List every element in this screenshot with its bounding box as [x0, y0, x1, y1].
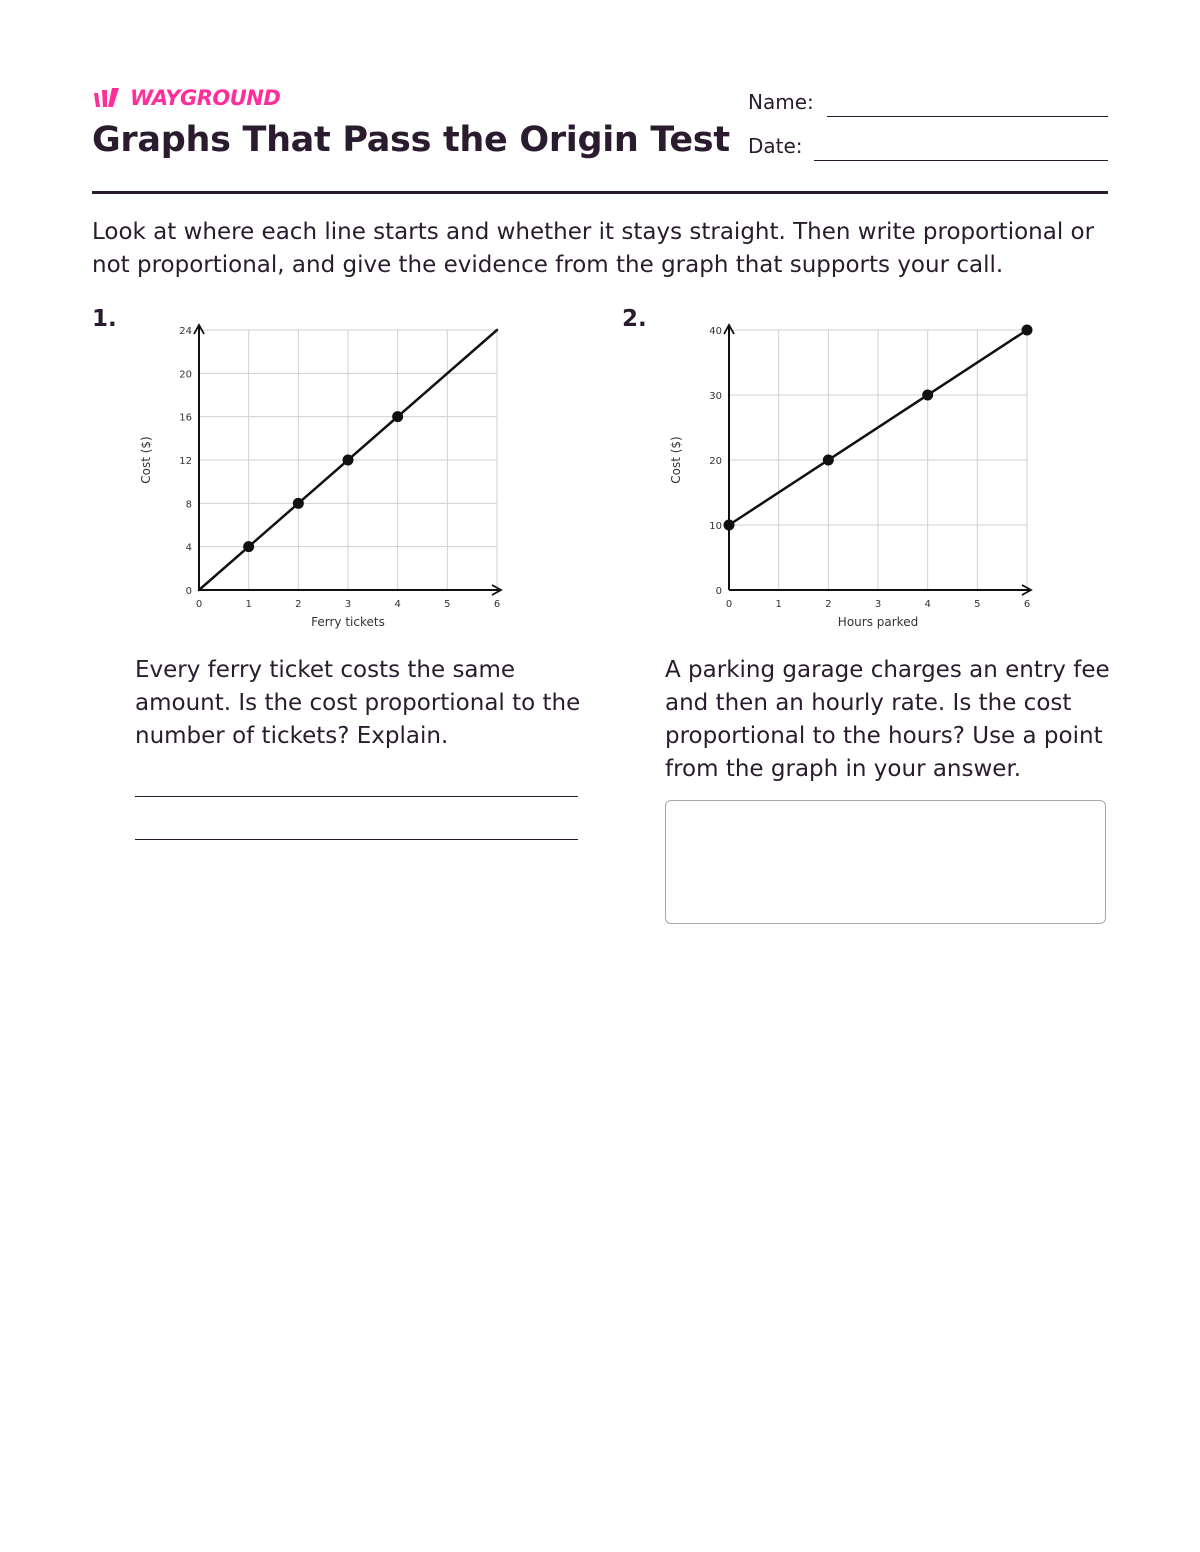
- question-2-number: 2.: [622, 306, 647, 332]
- x-tick-label: 0: [195, 599, 203, 610]
- name-field[interactable]: [827, 116, 1108, 117]
- data-point: [823, 455, 834, 466]
- x-tick-label: 3: [344, 599, 352, 610]
- logo-wordmark: WAYGROUND: [130, 86, 281, 110]
- question-2-text: A parking garage charges an entry fee and then an hourly rate. Is the cost proportional to the hours? Use a point from the graph in your answer.: [665, 657, 1110, 782]
- y-tick-label: 10: [709, 521, 722, 532]
- answer-box[interactable]: [665, 800, 1106, 924]
- data-point: [243, 541, 254, 552]
- x-tick-label: 0: [725, 599, 733, 610]
- y-tick-label: 16: [179, 412, 192, 424]
- y-axis-label: Cost ($): [669, 436, 683, 484]
- page-title: Graphs That Pass the Origin Test: [92, 120, 730, 160]
- y-tick-label: 0: [185, 586, 192, 597]
- y-tick-label: 20: [179, 369, 192, 381]
- x-tick-label: 1: [245, 599, 252, 610]
- x-axis-label: Ferry tickets: [311, 615, 385, 629]
- y-axis-label: Cost ($): [139, 436, 153, 484]
- brand-mark-icon: [92, 87, 126, 109]
- name-label: Name:: [748, 90, 814, 114]
- data-point: [922, 390, 933, 401]
- answer-line-2[interactable]: [135, 839, 578, 840]
- y-tick-label: 20: [709, 456, 722, 467]
- brand-logo: [92, 86, 280, 110]
- chart-hours-parked: [650, 315, 1060, 640]
- y-tick-label: 12: [179, 456, 192, 467]
- x-tick-label: 1: [775, 599, 782, 610]
- x-tick-label: 6: [493, 599, 501, 610]
- x-tick-label: 4: [924, 599, 931, 610]
- x-tick-label: 4: [394, 599, 401, 610]
- data-point: [724, 520, 735, 531]
- x-tick-label: 5: [974, 599, 981, 610]
- answer-line-1[interactable]: [135, 796, 578, 797]
- x-tick-label: 2: [825, 599, 832, 610]
- header-divider: [92, 191, 1108, 194]
- date-label: Date:: [748, 134, 803, 158]
- data-point: [343, 455, 354, 466]
- data-point: [392, 411, 403, 422]
- x-axis-label: Hours parked: [837, 615, 919, 629]
- y-tick-label: 40: [709, 326, 722, 337]
- x-tick-label: 5: [444, 599, 451, 610]
- y-tick-label: 24: [179, 326, 192, 337]
- x-tick-label: 2: [295, 599, 302, 610]
- y-tick-label: 8: [185, 499, 192, 511]
- question-1-text: Every ferry ticket costs the same amount. Is the cost proportional to the number of tickets? Explain.: [135, 657, 581, 749]
- y-tick-label: 30: [709, 391, 722, 402]
- y-tick-label: 0: [715, 586, 722, 597]
- data-point: [1022, 325, 1033, 336]
- x-tick-label: 6: [1023, 599, 1031, 610]
- question-1-number: 1.: [92, 306, 117, 332]
- x-tick-label: 3: [874, 599, 882, 610]
- y-tick-label: 4: [185, 542, 192, 554]
- data-point: [293, 498, 304, 509]
- date-field[interactable]: [814, 160, 1108, 161]
- instructions: Look at where each line starts and whether it stays straight. Then write proportional or not proportional, and give the evidence from the graph that supports your call.: [92, 219, 1095, 278]
- chart-ferry-tickets: [120, 315, 530, 640]
